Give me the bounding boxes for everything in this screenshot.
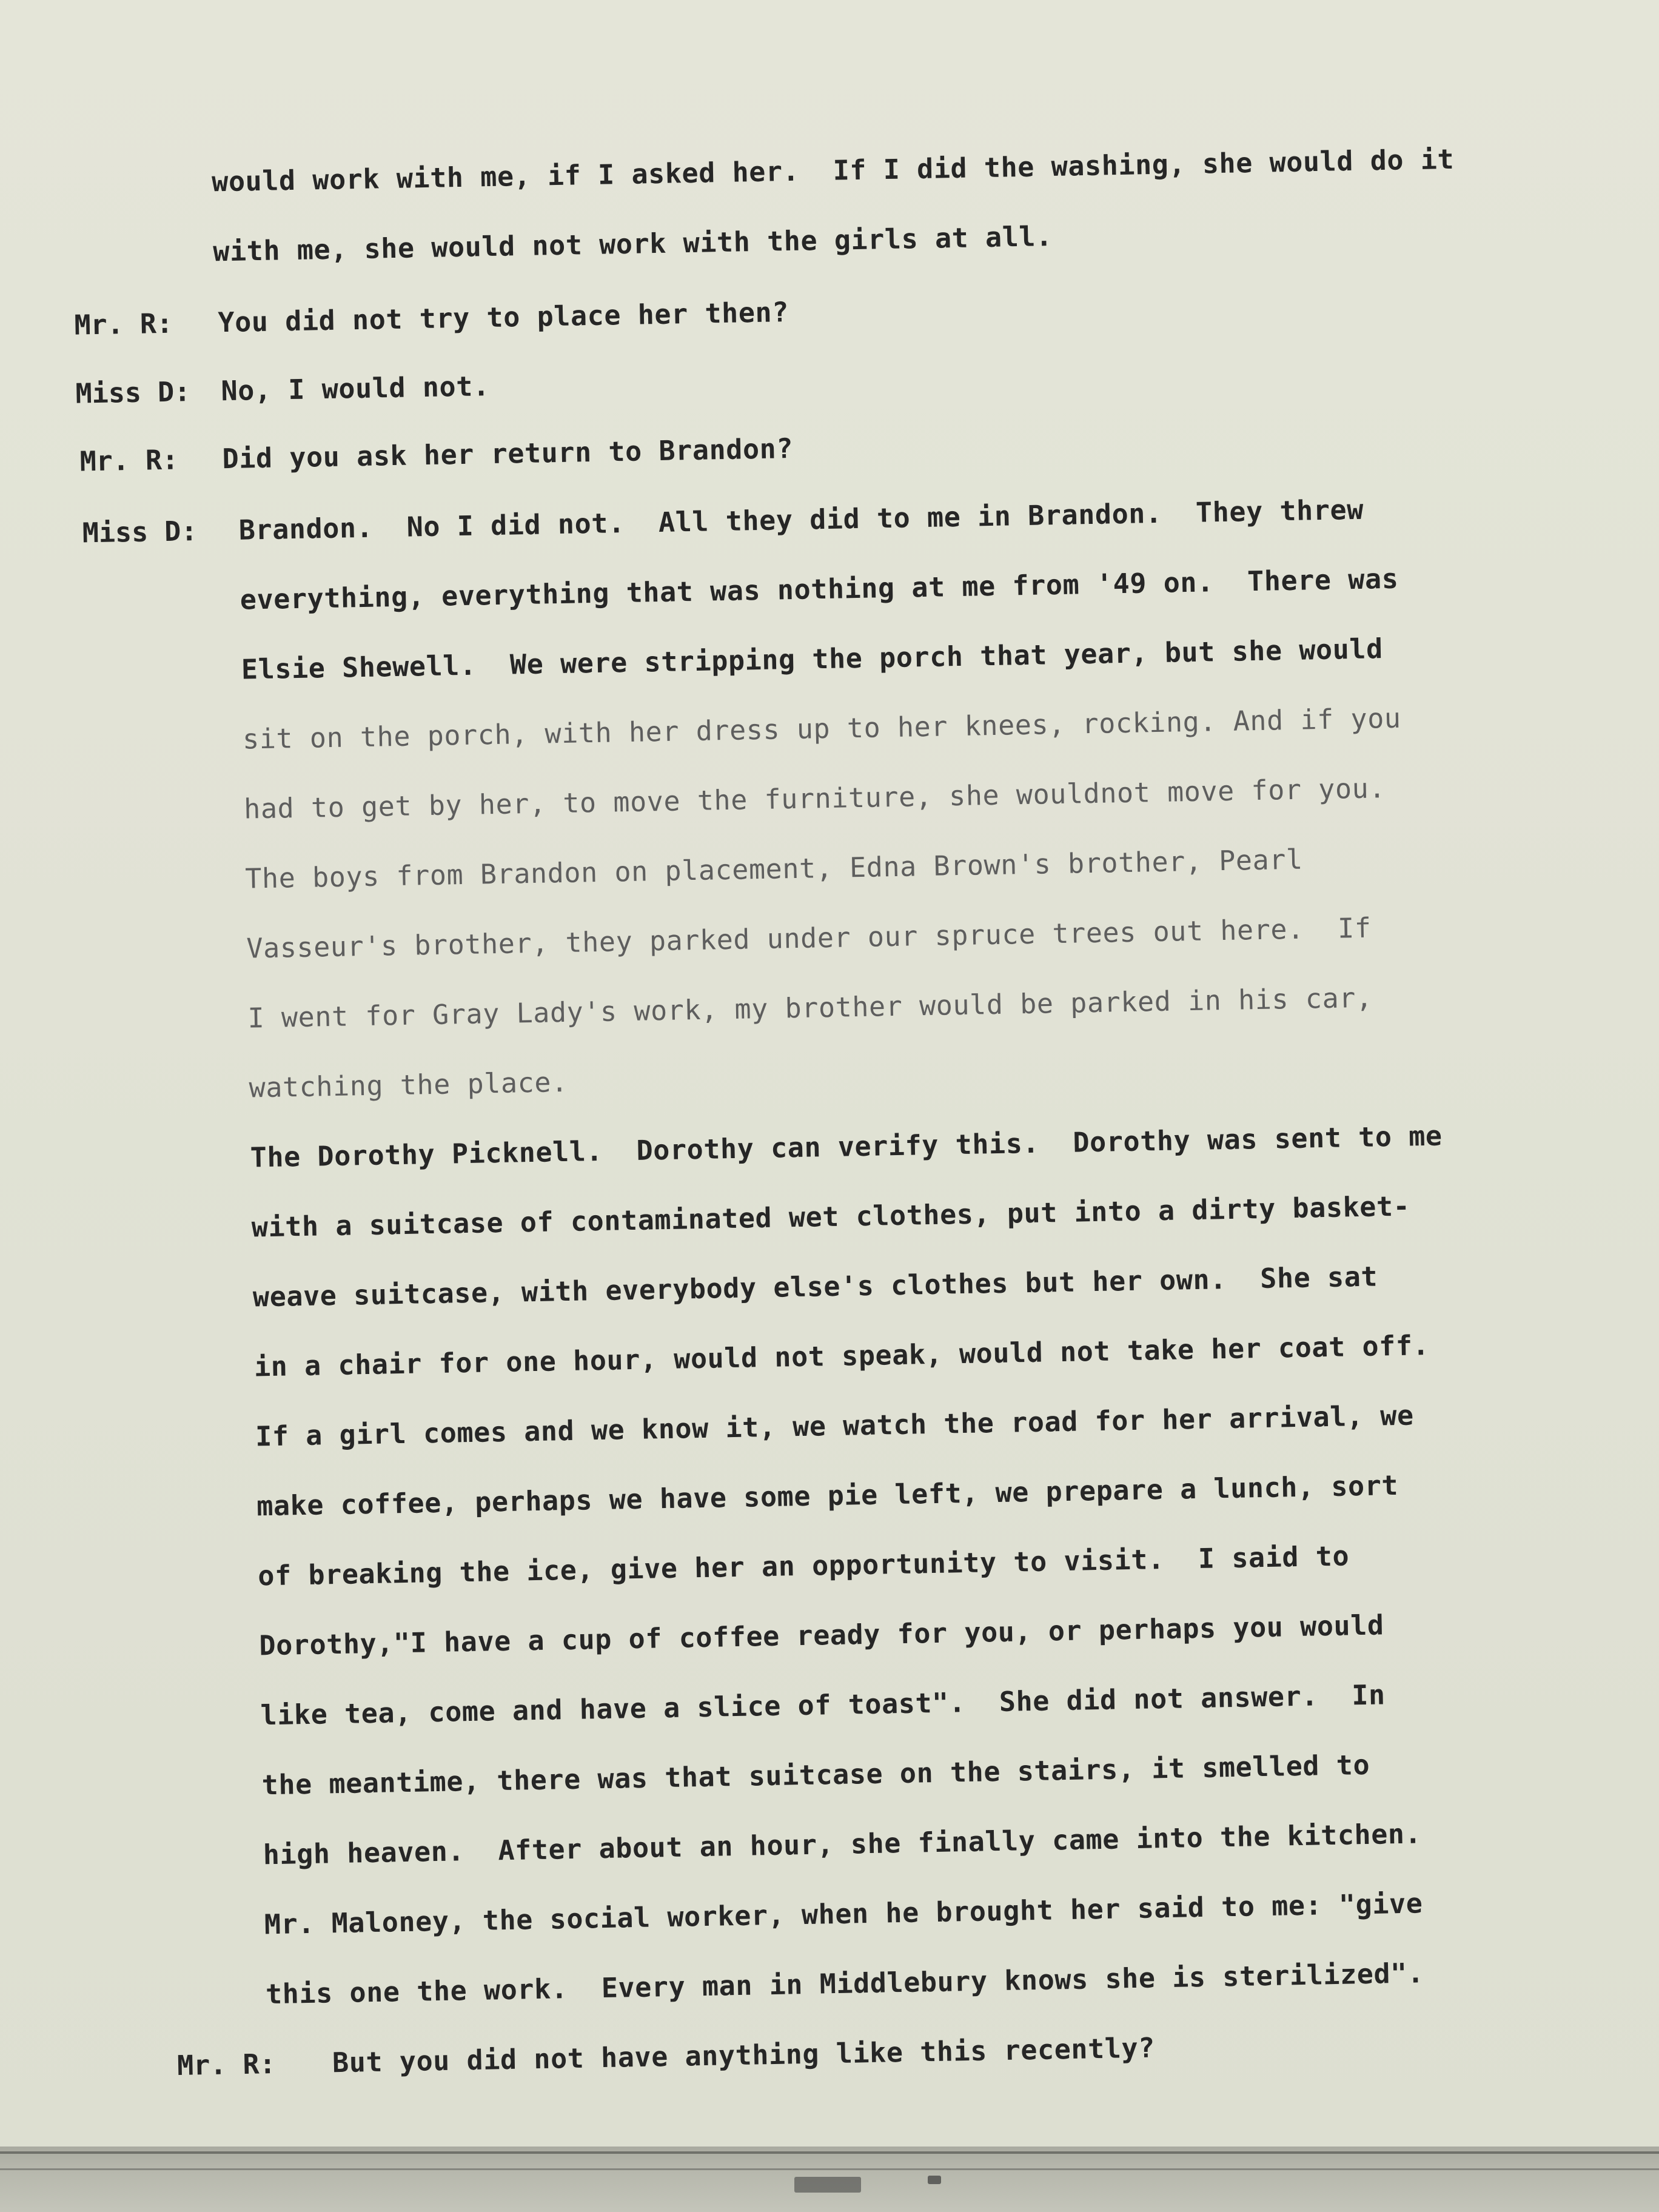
transcript-line: with a suitcase of contaminated wet clothes, put into a dirty basket-	[251, 1190, 1410, 1244]
transcript-line: Brandon. No I did not. All they did to me in Brandon. They threw	[238, 493, 1364, 546]
transcript-line: in a chair for one hour, would not speak, would not take her coat off.	[253, 1329, 1430, 1383]
ink-smudge	[928, 2176, 941, 2184]
speaker-label: Mr. R:	[176, 2048, 276, 2082]
transcript-line: Vasseur's brother, they parked under our spruce trees out here. If	[246, 911, 1372, 965]
transcript-line: You did not try to place her then?	[218, 296, 789, 339]
transcript-line: If a girl comes and we know it, we watch the road for her arrival, we	[255, 1399, 1415, 1453]
transcript-line: But you did not have anything like this recently?	[332, 2031, 1156, 2079]
transcript-line: make coffee, perhaps we have some pie left, we prepare a lunch, sort	[256, 1469, 1399, 1523]
transcript-line: the meantime, there was that suitcase on the stairs, it smelled to	[261, 1748, 1370, 1801]
transcript-line: this one the work. Every man in Middlebury knows she is sterilized".	[265, 1957, 1424, 2011]
ink-smudge	[794, 2177, 861, 2193]
page-edge-line	[0, 2168, 1659, 2170]
transcript-line: Dorothy,"I have a cup of coffee ready for you, or perhaps you would	[259, 1609, 1385, 1662]
transcript-line: Did you ask her return to Brandon?	[222, 432, 794, 475]
transcript-line: would work with me, if I asked her. If I did the washing, she would do it	[211, 142, 1455, 198]
transcript-line: weave suitcase, with everybody else's clothes but her own. She sat	[252, 1260, 1378, 1313]
speaker-label: Mr. R:	[79, 443, 179, 478]
transcript-line: had to get by her, to move the furniture, she wouldnot move for you.	[243, 772, 1386, 825]
speaker-label: Miss D:	[75, 375, 191, 410]
speaker-label: Miss D:	[82, 514, 198, 549]
transcript-line: with me, she would not work with the girls at all.	[212, 220, 1053, 268]
transcript-line: The Dorothy Picknell. Dorothy can verify this. Dorothy was sent to me	[250, 1119, 1443, 1174]
transcript-line: The boys from Brandon on placement, Edna Brown's brother, Pearl	[244, 843, 1304, 895]
transcript-line: like tea, come and have a slice of toast". She did not answer. In	[260, 1678, 1386, 1732]
transcript-line: watching the place.	[249, 1065, 569, 1104]
transcript-line: I went for Gray Lady's work, my brother would be parked in his car,	[247, 981, 1373, 1034]
transcript-line: No, I would not.	[221, 370, 491, 407]
transcript-line: high heaven. After about an hour, she finally came into the kitchen.	[263, 1817, 1422, 1871]
transcript-line: everything, everything that was nothing at me from '49 on. There was	[240, 562, 1399, 616]
speaker-label: Mr. R:	[74, 307, 173, 341]
transcript-line: of breaking the ice, give her an opportunity to visit. I said to	[257, 1540, 1350, 1592]
transcript-line: Elsie Shewell. We were stripping the porch that year, but she would	[241, 632, 1384, 686]
transcript-line: sit on the porch, with her dress up to her knees, rocking. And if you	[242, 702, 1402, 756]
transcript-line: Mr. Maloney, the social worker, when he brought her said to me: "give	[264, 1887, 1423, 1941]
